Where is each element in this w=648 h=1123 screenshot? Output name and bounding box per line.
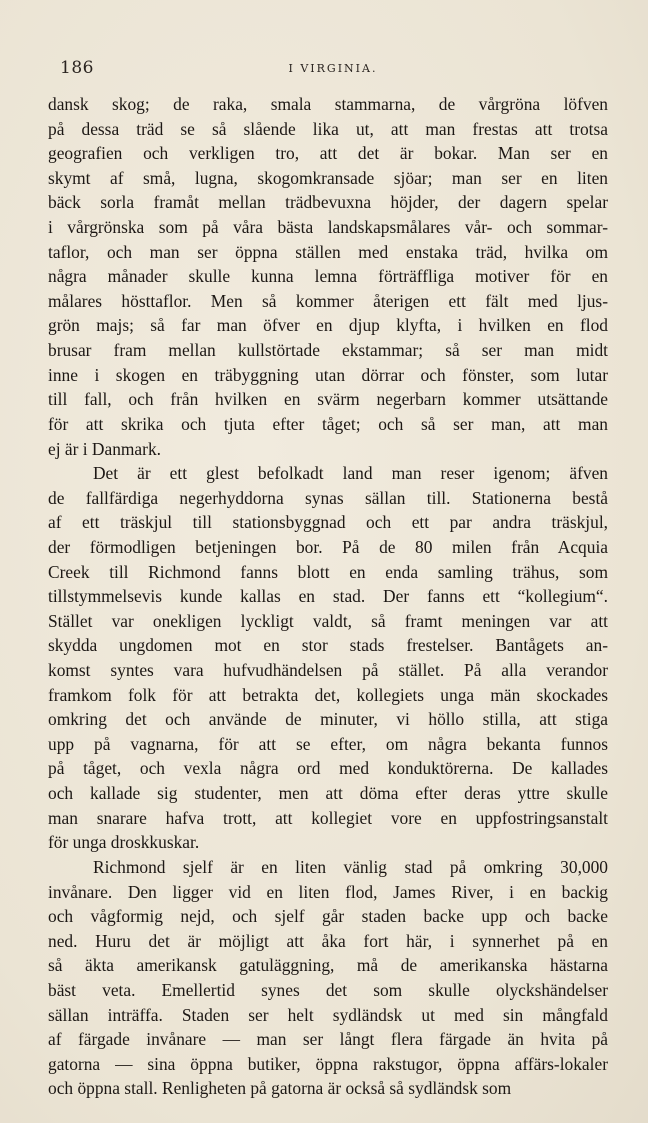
text-line: de fallfärdiga negerhyddorna synas sällan till. Stationerna bestå <box>48 487 608 508</box>
text-line: upp på vagnarna, för att se efter, om några bekanta funnos <box>48 733 608 754</box>
text-line: taflor, och man ser öppna ställen med enstaka träd, hvilka om <box>48 241 608 262</box>
text-line: man snarare hafva trott, att kollegiet vore en uppfostringsanstalt <box>48 807 608 828</box>
text-line: af ett träskjul till stationsbyggnad och ett par andra träskjul, <box>48 512 608 533</box>
text-line: komst syntes vara hufvudhändelsen på stället. På alla verandor <box>48 660 608 681</box>
text-line: och vågformig nejd, och sjelf går staden backe upp och backe <box>48 906 608 927</box>
body-text <box>48 92 608 1101</box>
text-line: omkring det och använde de minuter, vi höllo stilla, att stiga <box>48 709 608 730</box>
text-line: Stället var onekligen lyckligt valdt, så framt meningen var att <box>48 610 608 631</box>
paragraph <box>48 92 608 461</box>
text-line: och öppna stall. Renligheten på gatorna är också så sydländsk som <box>48 1078 512 1099</box>
text-line: skymt af små, lugna, skogomkransade sjöar; man ser en liten <box>48 167 608 188</box>
text-line: målares hösttaflor. Men så kommer återigen ett fält med ljus- <box>48 290 608 311</box>
text-line: geografien och verkligen tro, att det är bokar. Man ser en <box>48 143 608 164</box>
paragraph <box>48 461 608 855</box>
text-line: för unga droskkuskar. <box>48 832 200 853</box>
text-line: gatorna — sina öppna butiker, öppna rakstugor, öppna affärs-lokaler <box>48 1053 608 1074</box>
text-line: skydda ungdomen mot en stor stads frestelser. Bantågets an- <box>48 635 608 656</box>
text-line: så äkta amerikansk gatuläggning, må de amerikanska hästarna <box>48 955 608 976</box>
text-line: sällan inträffa. Staden ser helt sydländsk ut med sin mångfald <box>48 1004 608 1025</box>
text-line: dansk skog; de raka, smala stammarna, de vårgröna löfven <box>48 94 608 114</box>
text-line: der förmodligen betjeningen bor. På de 80 milen från Acquia <box>48 536 608 557</box>
text-line: några månader skulle kunna lemna förträffliga motiver för en <box>48 266 608 287</box>
text-line: ned. Huru det är möjligt att åka fort här, i synnerhet på en <box>48 930 608 951</box>
text-line: till fall, och från hvilken en svärm negerbarn kommer utsättande <box>48 389 608 410</box>
text-line: brusar fram mellan kullstörtade ekstammar; så ser man midt <box>48 340 608 361</box>
text-line: ej är i Danmark. <box>48 438 161 459</box>
text-line: af färgade invånare — man ser långt flera färgade än hvita på <box>48 1029 608 1050</box>
text-line: bäst veta. Emellertid synes det som skulle olyckshändelser <box>48 979 608 1000</box>
text-line: Richmond sjelf är en liten vänlig stad på omkring 30,000 <box>93 856 608 877</box>
text-line: på dessa träd se så slående lika ut, att man frestas att trotsa <box>48 118 608 139</box>
text-line: och kallade sig studenter, men att döma efter deras yttre skulle <box>48 783 608 804</box>
page-number: 186 <box>60 58 94 78</box>
text-line: bäck sorla framåt mellan trädbevuxna höjder, der dagern spelar <box>48 192 608 213</box>
text-line: i vårgrönska som på våra bästa landskapsmålares vår- och sommar- <box>48 217 608 238</box>
text-line: Det är ett glest befolkadt land man reser igenom; äfven <box>93 463 608 484</box>
page-header <box>60 58 606 82</box>
text-line: framkom folk för att betrakta det, kollegiets unga män skockades <box>48 684 608 705</box>
text-line: grön majs; så far man öfver en djup klyfta, i hvilken en flod <box>48 315 608 336</box>
text-line: för att skrika och tjuta efter tåget; och så ser man, att man <box>48 413 608 434</box>
text-line: inne i skogen en träbyggning utan dörrar och fönster, som lutar <box>48 364 608 385</box>
text-line: invånare. Den ligger vid en liten flod, James River, i en backig <box>48 881 608 902</box>
text-line: Creek till Richmond fanns blott en enda samling trähus, som <box>48 561 608 582</box>
paragraph <box>48 855 608 1101</box>
text-line: på tåget, och vexla några ord med konduktörerna. De kallades <box>48 758 608 779</box>
running-title: I VIRGINIA. <box>288 62 378 75</box>
text-line: tillstymmelsevis kunde kallas en stad. Der fanns ett “kollegium“. <box>48 586 608 607</box>
